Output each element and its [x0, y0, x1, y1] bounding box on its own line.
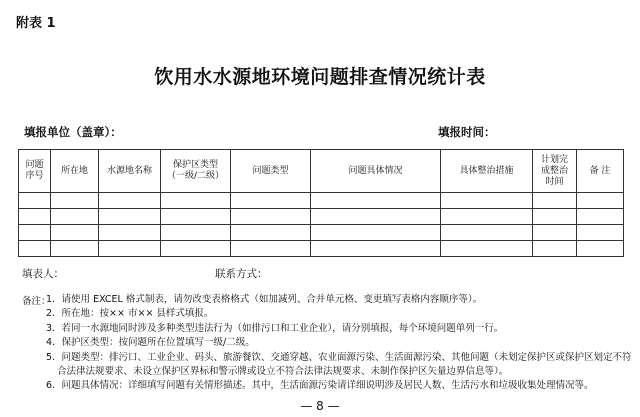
header-location: 所在地 — [51, 150, 99, 193]
table-cell[interactable] — [441, 241, 533, 257]
survey-table — [18, 149, 624, 257]
fill-unit-label: 填报单位（盖章）： — [24, 125, 122, 139]
table-cell[interactable] — [161, 241, 231, 257]
table-cell[interactable] — [441, 225, 533, 241]
table-header-row — [19, 150, 624, 193]
table-cell[interactable] — [99, 241, 161, 257]
table-row — [19, 225, 624, 241]
table-cell[interactable] — [51, 209, 99, 225]
table-cell[interactable] — [99, 193, 161, 209]
fill-time-label: 填报时间： — [438, 125, 496, 139]
table-cell[interactable] — [533, 209, 577, 225]
table-cell[interactable] — [533, 241, 577, 257]
note-item-continuation: 合法律法规要求、未设立保护区界标和警示牌或设立不符合法律法规要求、未制作保护区矢量边界信息等）。 — [57, 366, 509, 378]
table-cell[interactable] — [99, 225, 161, 241]
table-cell[interactable] — [161, 193, 231, 209]
table-row — [19, 193, 624, 209]
note-item: 4．保护区类型：按问题所在位置填写一级/二级。 — [46, 337, 255, 349]
note-item: 3．若同一水源地同时涉及多种类型违法行为（如排污口和工业企业），请分别填报，每个环境问题单列一行。 — [46, 322, 504, 334]
table-cell[interactable] — [99, 209, 161, 225]
table-cell[interactable] — [311, 241, 441, 257]
table-cell[interactable] — [231, 193, 311, 209]
header-protection-zone: 保护区类型 （一级/二级） — [161, 150, 231, 193]
table-cell[interactable] — [161, 209, 231, 225]
table-cell[interactable] — [19, 193, 51, 209]
table-cell[interactable] — [231, 225, 311, 241]
table-cell[interactable] — [577, 209, 624, 225]
notes-label: 备注： — [22, 296, 51, 307]
header-planned-date: 计划完 成整治 时间 — [533, 150, 577, 193]
table-cell[interactable] — [19, 225, 51, 241]
table-row — [19, 241, 624, 257]
note-item: 6．问题具体情况：详细填写问题有关情形描述。其中，生活面源污染请详细说明涉及居民人数、生活污水和垃圾收集处理情况等。 — [46, 380, 594, 392]
table-cell[interactable] — [533, 225, 577, 241]
page-number: — 8 — — [300, 399, 340, 413]
contact-label: 联系方式： — [215, 268, 268, 280]
header-measures: 具体整治措施 — [441, 150, 533, 193]
header-remarks: 备 注 — [577, 150, 624, 193]
table-cell[interactable] — [51, 225, 99, 241]
header-seq: 问题 序号 — [19, 150, 51, 193]
table-cell[interactable] — [19, 241, 51, 257]
note-item: 5．问题类型：排污口、工业企业、码头、旅游餐饮、交通穿越、农业面源污染、生活面源污染、其他问题（未划定保护区或保护区划定不符 — [46, 351, 632, 363]
appendix-label: 附表 1 — [16, 16, 56, 31]
filler-label: 填表人： — [22, 268, 64, 280]
header-source-name: 水源地名称 — [99, 150, 161, 193]
table-cell[interactable] — [231, 209, 311, 225]
note-item: 1．请使用 EXCEL 格式制表，请勿改变表格格式（如加减列、合并单元格、变更填写表格内容顺序等）。 — [46, 294, 483, 305]
table-cell[interactable] — [51, 241, 99, 257]
table-cell[interactable] — [441, 193, 533, 209]
table-cell[interactable] — [311, 225, 441, 241]
table-cell[interactable] — [19, 209, 51, 225]
header-problem-type: 问题类型 — [231, 150, 311, 193]
table-cell[interactable] — [441, 209, 533, 225]
page-title: 饮用水水源地环境问题排查情况统计表 — [154, 66, 486, 88]
table-cell[interactable] — [231, 241, 311, 257]
note-item: 2．所在地：按×× 市×× 县样式填报。 — [46, 308, 214, 320]
table-cell[interactable] — [51, 193, 99, 209]
table-cell[interactable] — [161, 225, 231, 241]
table-row — [19, 209, 624, 225]
header-problem-detail: 问题具体情况 — [311, 150, 441, 193]
notes-list — [46, 293, 632, 394]
table-cell[interactable] — [311, 193, 441, 209]
table-cell[interactable] — [577, 241, 624, 257]
table-cell[interactable] — [311, 209, 441, 225]
table-cell[interactable] — [577, 193, 624, 209]
table-cell[interactable] — [533, 193, 577, 209]
table-cell[interactable] — [577, 225, 624, 241]
